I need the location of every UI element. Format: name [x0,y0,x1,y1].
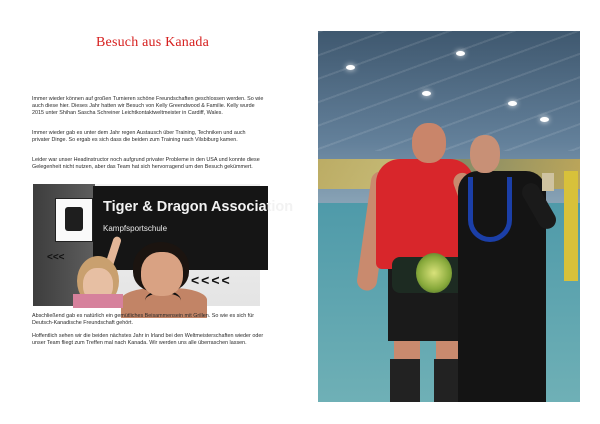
paragraph-headinstructor: Leider war unser Headinstructor noch aufgrund privater Probleme in den USA und konnte diese Gelegenheit nicht nutzen, aber das Team hat sich hervorragend um den Besuch gekümmert. [32,157,260,170]
child-shirt [73,294,123,308]
ceiling-light [456,51,465,56]
sign-title: Tiger & Dragon Association [103,199,294,215]
fighter-head [412,123,446,163]
fighter-shinguard-left [390,359,420,402]
paragraph-grill: Abschließend gab es natürlich ein gemütliches Beisammensein mit Grillen. So wie es sich für Deutsch-Kanadische Freundschaft gehört. [32,313,255,326]
paragraph-intro: Immer wieder können auf großen Turnieren schöne Freundschaften geschlossen werden. So wie auch diese hier. Dieses Jahr hatten wir Besuch von Kelly Greendwood & Familie. Kelly wurde 2015 unter Shihan Sascha Schreiner Leichtkontaktweltmeister in Cardiff, Wales. [32,96,264,116]
arena-roof [318,31,580,151]
belt-plate-icon [416,253,452,293]
ceiling-light [422,91,431,96]
arena-post [564,171,578,281]
sign-arrows-small: <<< [47,252,65,263]
woman-face [141,252,183,296]
logo-emblem [65,207,83,231]
paragraph-outlook: Hoffentlich sehen wir die beiden nächstes Jahr in Irland bei den Weltmeisterschaften wieder oder unser Team fliegt zum Treffen mal nach Kanada. Wir werden uns alle überraschen lassen. [32,333,264,346]
article-title: Besuch aus Kanada [96,35,210,50]
paragraph-exchange: Immer wieder gab es unter dem Jahr regen Austausch über Training, Techniken und auch privater Dinge. So ergab es sich dass die beiden zum Training nach Vilsbiburg kamen. [32,130,246,143]
photo-champions-arena [318,31,580,402]
ceiling-light [508,101,517,106]
sign-subtitle: Kampfsportschule [103,224,168,233]
association-logo-icon [55,198,93,242]
photo-tiger-dragon-sign [33,184,294,306]
instructor-head [470,135,500,173]
ceiling-light [346,65,355,70]
sign-arrows-large: <<<< [191,272,232,288]
ceiling-light [540,117,549,122]
trophy-icon [542,173,554,191]
instructor-lei [468,177,512,242]
